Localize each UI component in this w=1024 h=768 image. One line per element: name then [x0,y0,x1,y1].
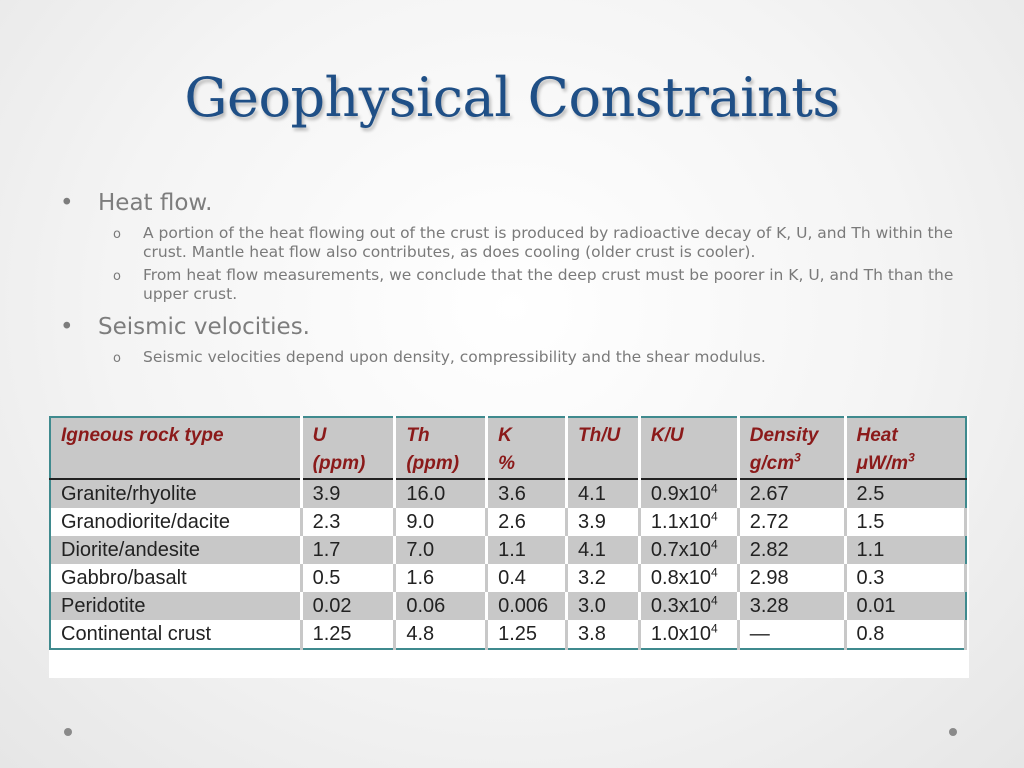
cell-ku: $1.1x10^4$ [639,508,738,536]
cell-k: 0.006 [487,592,567,620]
cell-ku: $0.3x10^4$ [639,592,738,620]
cell-thu: 3.9 [567,508,640,536]
cell-k: 3.6 [487,479,567,508]
header-density: Density $g/cm^3$ [738,417,845,479]
cell-heat: 2.5 [845,479,965,508]
table-row [50,479,966,508]
cell-th: 9.0 [395,508,487,536]
cell-rock: Diorite/andesite [50,536,301,564]
bullet-list [58,188,968,371]
nav-dot-right [949,728,957,736]
header-k-u: K/U [639,417,738,479]
cell-k: 0.4 [487,564,567,592]
sub-bullet [58,266,968,304]
cell-ku: $1.0x10^4$ [639,620,738,649]
cell-rock: Gabbro/basalt [50,564,301,592]
bullet-heat-flow [58,188,968,218]
cell-th: 0.06 [395,592,487,620]
cell-ku: $0.8x10^4$ [639,564,738,592]
cell-thu: 4.1 [567,536,640,564]
cell-rock: Peridotite [50,592,301,620]
cell-th: 7.0 [395,536,487,564]
cell-heat: 1.1 [845,536,965,564]
table-row [50,508,966,536]
cell-heat: 0.01 [845,592,965,620]
bullet-text: Heat flow. [98,190,213,216]
sub-bullet-text: From heat flow measurements, we conclude that the deep crust must be poorer in K, U, and Th than the upper crust. [143,266,954,303]
cell-dens: 2.82 [738,536,845,564]
header-th: Th (ppm) [395,417,487,479]
cell-dens: 3.28 [738,592,845,620]
bullet-text: Seismic velocities. [98,314,310,340]
cell-th: 16.0 [395,479,487,508]
cell-u: 2.3 [301,508,395,536]
cell-th: 1.6 [395,564,487,592]
cell-k: 1.1 [487,536,567,564]
cell-th: 4.8 [395,620,487,649]
sub-bullet-glyph: o [113,269,121,284]
sub-bullet [58,348,968,367]
cell-ku: $0.7x10^4$ [639,536,738,564]
cell-thu: 4.1 [567,479,640,508]
cell-thu: 3.2 [567,564,640,592]
table-row [50,620,966,649]
header-th-u: Th/U [567,417,640,479]
bullet-glyph: • [60,190,74,216]
header-k: K % [487,417,567,479]
sub-bullet-glyph: o [113,227,121,242]
cell-heat: 0.3 [845,564,965,592]
bullet-seismic-velocities [58,312,968,342]
rock-table-container [49,416,969,678]
cell-rock: Continental crust [50,620,301,649]
cell-dens: 2.72 [738,508,845,536]
sub-bullet-text: A portion of the heat flowing out of the crust is produced by radioactive decay of K, U, and Th within the crust. Mantle heat flow also contributes, as does cooling (older crust is cooler). [143,224,953,261]
cell-k: 1.25 [487,620,567,649]
cell-ku: $0.9x10^4$ [639,479,738,508]
cell-dens: — [738,620,845,649]
sub-bullet [58,224,968,262]
cell-thu: 3.0 [567,592,640,620]
cell-u: 1.7 [301,536,395,564]
cell-heat: 1.5 [845,508,965,536]
bullet-glyph: • [60,314,74,340]
table-header-row [50,417,966,479]
sub-bullet-glyph: o [113,351,121,366]
cell-dens: 2.67 [738,479,845,508]
cell-u: 0.5 [301,564,395,592]
cell-u: 3.9 [301,479,395,508]
table-row [50,564,966,592]
cell-rock: Granodiorite/dacite [50,508,301,536]
cell-thu: 3.8 [567,620,640,649]
cell-dens: 2.98 [738,564,845,592]
cell-k: 2.6 [487,508,567,536]
cell-u: 0.02 [301,592,395,620]
table-row [50,536,966,564]
header-rock-type: Igneous rock type [50,417,301,479]
sub-bullet-text: Seismic velocities depend upon density, compressibility and the shear modulus. [143,348,766,366]
header-heat: Heat $\mu W/m^3$ [845,417,965,479]
slide-title: Geophysical Constraints [184,66,840,129]
table-row [50,592,966,620]
cell-u: 1.25 [301,620,395,649]
nav-dot-left [64,728,72,736]
cell-rock: Granite/rhyolite [50,479,301,508]
header-u: U (ppm) [301,417,395,479]
cell-heat: 0.8 [845,620,965,649]
rock-composition-table [49,416,967,650]
